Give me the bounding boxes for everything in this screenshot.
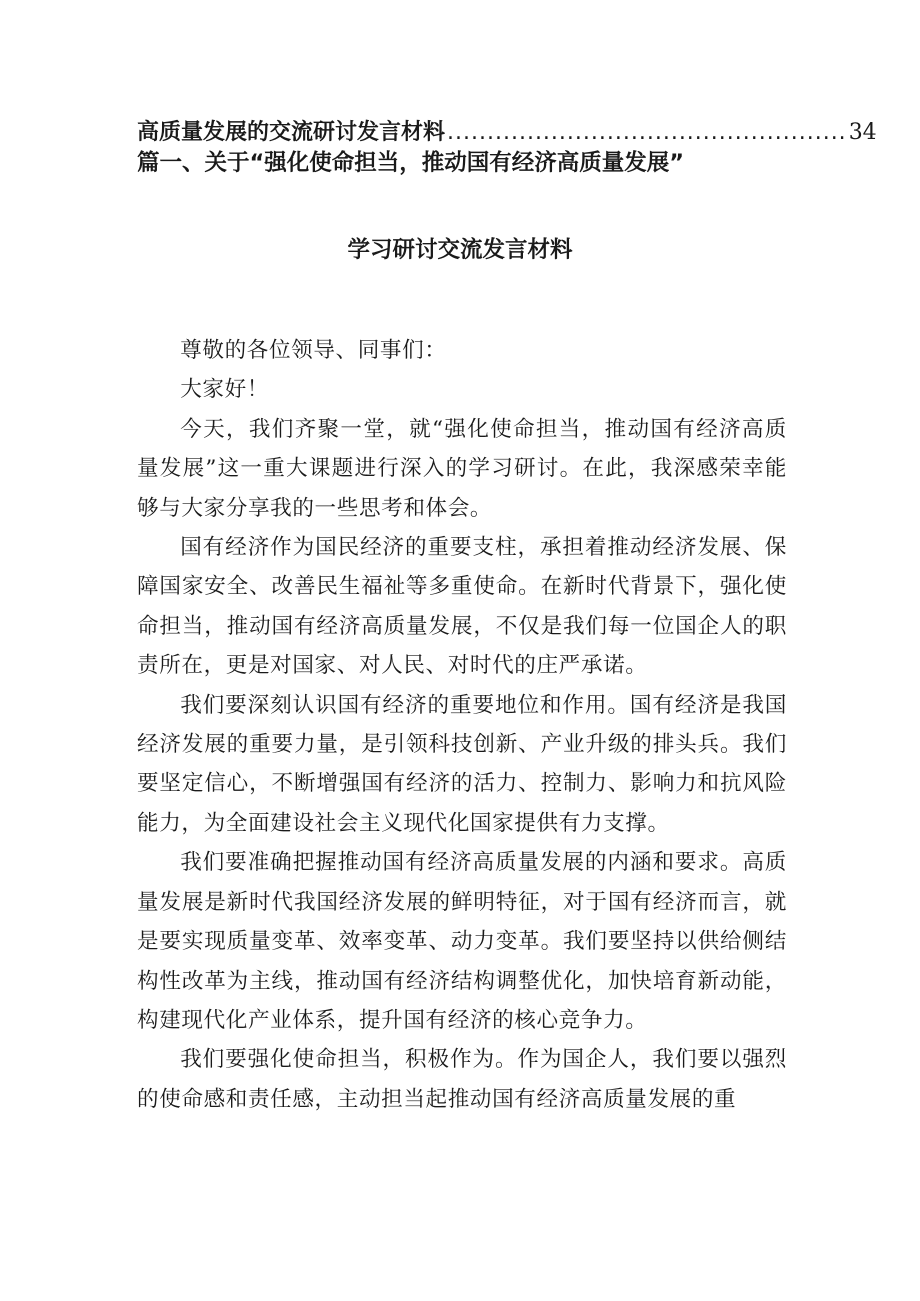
paragraph-intro: 今天，我们齐聚一堂，就“强化使命担当，推动国有经济高质量发展”这一重大课题进行深入的学习研讨。在此，我深感荣幸能够与大家分享我的一些思考和体会。	[137, 416, 787, 521]
toc-page-number: 34	[848, 120, 877, 145]
salutation: 尊敬的各位领导、同事们：	[180, 338, 447, 363]
section-heading-line-2: 学习研讨交流发言材料	[347, 237, 573, 263]
paragraph-mission: 国有经济作为国民经济的重要支柱，承担着推动经济发展、保障国家安全、改善民生福祉等多重使命。在新时代背景下，强化使命担当，推动国有经济高质量发展，不仅是我们每一位国企人的职责所在，更是对国家、对人民、对时代的庄严承诺。	[137, 535, 787, 679]
paragraph-high-quality: 我们要准确把握推动国有经济高质量发展的内涵和要求。高质量发展是新时代我国经济发展的鲜明特征，对于国有经济而言，就是要实现质量变革、效率变革、动力变革。我们要坚持以供给侧结构性改革为主线，推动国有经济结构调整优化，加快培育新动能，构建现代化产业体系，提升国有经济的核心竞争力。	[137, 850, 787, 1033]
toc-entry[interactable]	[137, 116, 877, 150]
greeting: 大家好！	[180, 377, 269, 403]
toc-entry-title: 高质量发展的交流研讨发言材料	[137, 120, 446, 145]
body-text	[137, 331, 787, 1119]
section-heading-line-1: 篇一、关于“强化使命担当，推动国有经济高质量发展”	[137, 150, 685, 176]
toc-leader-dots: ..................................................	[447, 120, 847, 145]
paragraph-importance: 我们要深刻认识国有经济的重要地位和作用。国有经济是我国经济发展的重要力量，是引领科技创新、产业升级的排头兵。我们要坚定信心，不断增强国有经济的活力、控制力、影响力和抗风险能力，为全面建设社会主义现代化国家提供有力支撑。	[137, 692, 787, 836]
paragraph-responsibility: 我们要强化使命担当，积极作为。作为国企人，我们要以强烈的使命感和责任感，主动担当起推动国有经济高质量发展的重	[137, 1047, 787, 1112]
